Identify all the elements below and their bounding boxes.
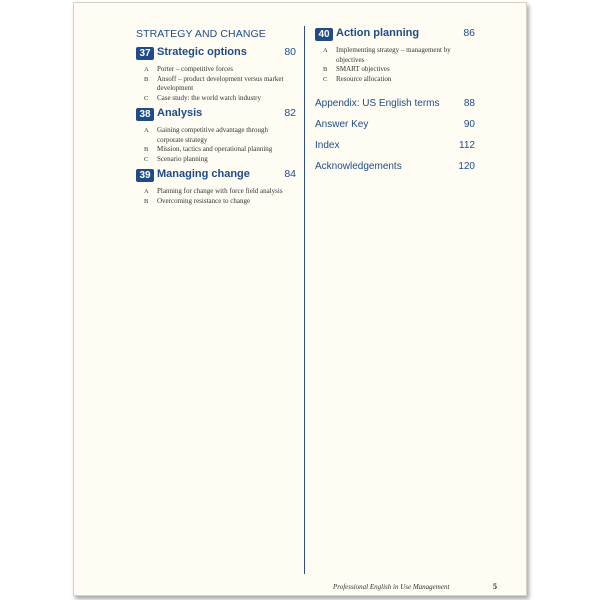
toc-item: A Gaining competitive advantage through corporate strategy	[144, 126, 268, 144]
appendix-page-number: 120	[458, 161, 475, 172]
toc-unit-39	[136, 169, 296, 206]
toc-item: A Porter – competitive forces	[144, 65, 234, 73]
toc-item: B Ansoff – product development versus market development	[144, 74, 284, 92]
appendix-page-number: 112	[459, 140, 475, 151]
toc-item: B Mission, tactics and operational planning	[144, 145, 273, 153]
unit-title: Analysis	[157, 107, 203, 119]
unit-number-badge: 37	[136, 47, 154, 60]
unit-title: Managing change	[157, 168, 250, 180]
toc-item: C Scenario planning	[144, 154, 208, 163]
appendix-label: Index	[315, 140, 340, 151]
unit-page-number: 80	[284, 46, 296, 58]
appendix-page-number: 90	[463, 119, 475, 130]
unit-title: Action planning	[336, 27, 420, 39]
unit-page-number: 84	[284, 168, 296, 180]
unit-number-badge: 38	[136, 108, 154, 121]
footer-book-title: Professional English in Use Management	[333, 583, 450, 591]
toc-item: B SMART objectives	[323, 65, 390, 73]
toc-unit-38	[136, 108, 296, 164]
unit-page-number: 82	[284, 107, 296, 119]
unit-number-badge: 39	[136, 169, 154, 182]
appendix-label: Appendix: US English terms	[315, 98, 440, 109]
appendix-page-number: 88	[463, 98, 475, 109]
footer-page-number: 5	[493, 582, 497, 591]
unit-page-number: 86	[463, 27, 475, 39]
toc-unit-40	[315, 28, 475, 84]
toc-item: B Overcoming resistance to change	[144, 196, 251, 205]
section-heading: STRATEGY AND CHANGE	[136, 28, 266, 40]
appendix-label: Answer Key	[315, 119, 369, 130]
appendix-label: Acknowledgements	[315, 161, 402, 172]
toc-item: C Resource allocation	[323, 74, 392, 83]
unit-number-badge: 40	[315, 28, 333, 41]
toc-item: A Planning for change with force field analysis	[144, 187, 283, 195]
unit-title: Strategic options	[157, 46, 247, 58]
toc-item: A Implementing strategy – management by objectives	[323, 46, 451, 64]
column-divider	[304, 26, 305, 574]
toc-unit-37	[136, 47, 296, 103]
toc-item: C Case study: the world watch industry	[144, 93, 262, 102]
